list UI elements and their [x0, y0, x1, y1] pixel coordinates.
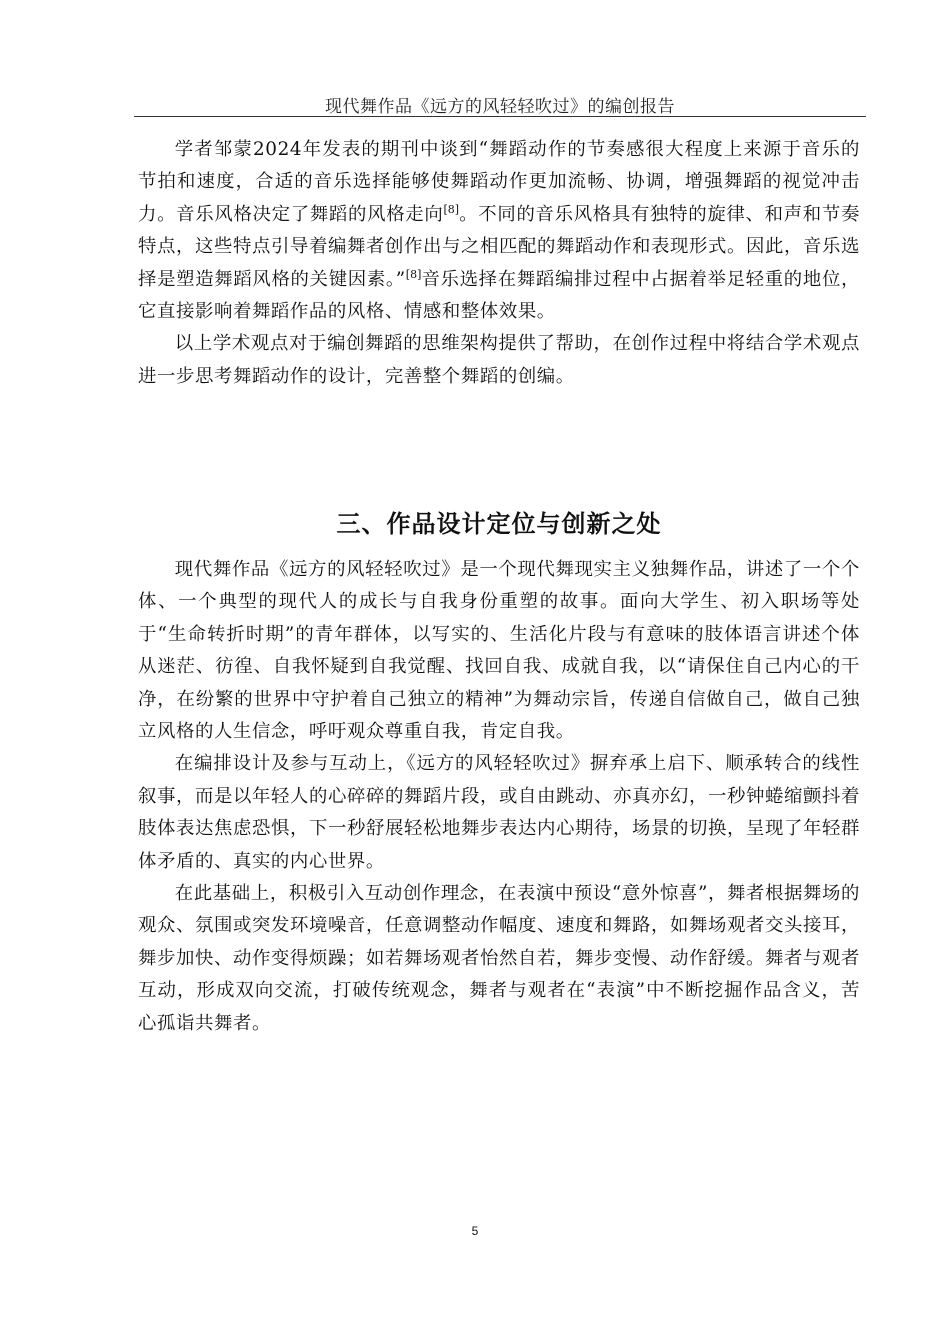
citation-mark[interactable]: [8] [405, 267, 422, 281]
paragraph-text: 学者邹蒙2024年发表的期刊中谈到“舞蹈动作的节奏感很大程度上来源于音乐的节拍和速度，合适的音乐选择能够使舞蹈动作更加流畅、协调，增强舞蹈的视觉冲击力。音乐风格决定了舞蹈的风格走向 [138, 139, 860, 225]
paragraph-text: 音乐选择在舞蹈编排过程中占据着举足轻重的地位，它直接影响着舞蹈作品的风格、情感和整体效果。 [138, 268, 861, 323]
paragraph: 在编排设计及参与互动上，《远方的风轻轻吹过》摒弃承上启下、顺承转合的线性叙事，而是以年轻人的心碎碎的舞蹈片段，或自由跳动、亦真亦幻，一秒钟蜷缩颤抖着肢体表达焦虑恐惧，下一秒舒展轻松地舞步表达内心期待，场景的切换，呈现了年轻群体矛盾的、真实的内心世界。 [138, 753, 860, 872]
body-text-section [138, 554, 860, 1040]
header-divider [134, 116, 866, 117]
citation-mark[interactable]: [8] [443, 202, 460, 216]
paragraph: 以上学术观点对于编创舞蹈的思维架构提供了帮助，在创作过程中将结合学术观点进一步思考舞蹈动作的设计，完善整个舞蹈的创编。 [138, 333, 860, 387]
running-header: 现代舞作品《远方的风轻轻吹过》的编创报告 [325, 97, 675, 117]
paragraph-citation [138, 134, 860, 328]
paragraph-text: 。不同的音乐风格具有独特的旋律、和声和节奏特点，这些特点引导着编舞者创作出与之相匹配的舞蹈动作和表现形式。因此，音乐选择是塑造舞蹈风格的关键因素。” [138, 203, 860, 290]
body-text-top [138, 134, 860, 393]
page-number: 5 [471, 1224, 479, 1238]
paragraph: 现代舞作品《远方的风轻轻吹过》是一个现代舞现实主义独舞作品，讲述了一个个体、一个典型的现代人的成长与自我身份重塑的故事。面向大学生、初入职场等处于“生命转折时期”的青年群体，以写实的、生活化片段与有意味的肢体语言讲述个体从迷茫、彷徨、自我怀疑到自我觉醒、找回自我、成就自我，以“请保住自己内心的干净，在纷繁的世界中守护着自己独立的精神”为舞动宗旨，传递自信做自己，做自己独立风格的人生信念，呼吁观众尊重自我，肯定自我。 [138, 559, 860, 743]
section-heading: 三、作品设计定位与创新之处 [336, 510, 662, 538]
paragraph: 在此基础上，积极引入互动创作理念，在表演中预设“意外惊喜”，舞者根据舞场的观众、氛围或突发环境噪音，任意调整动作幅度、速度和舞路，如舞场观者交头接耳，舞步加快、动作变得烦躁；如若舞场观者怡然自若，舞步变慢、动作舒缓。舞者与观者互动，形成双向交流，打破传统观念，舞者与观者在“表演”中不断挖掘作品含义，苦心孤诣共舞者。 [138, 883, 860, 1034]
